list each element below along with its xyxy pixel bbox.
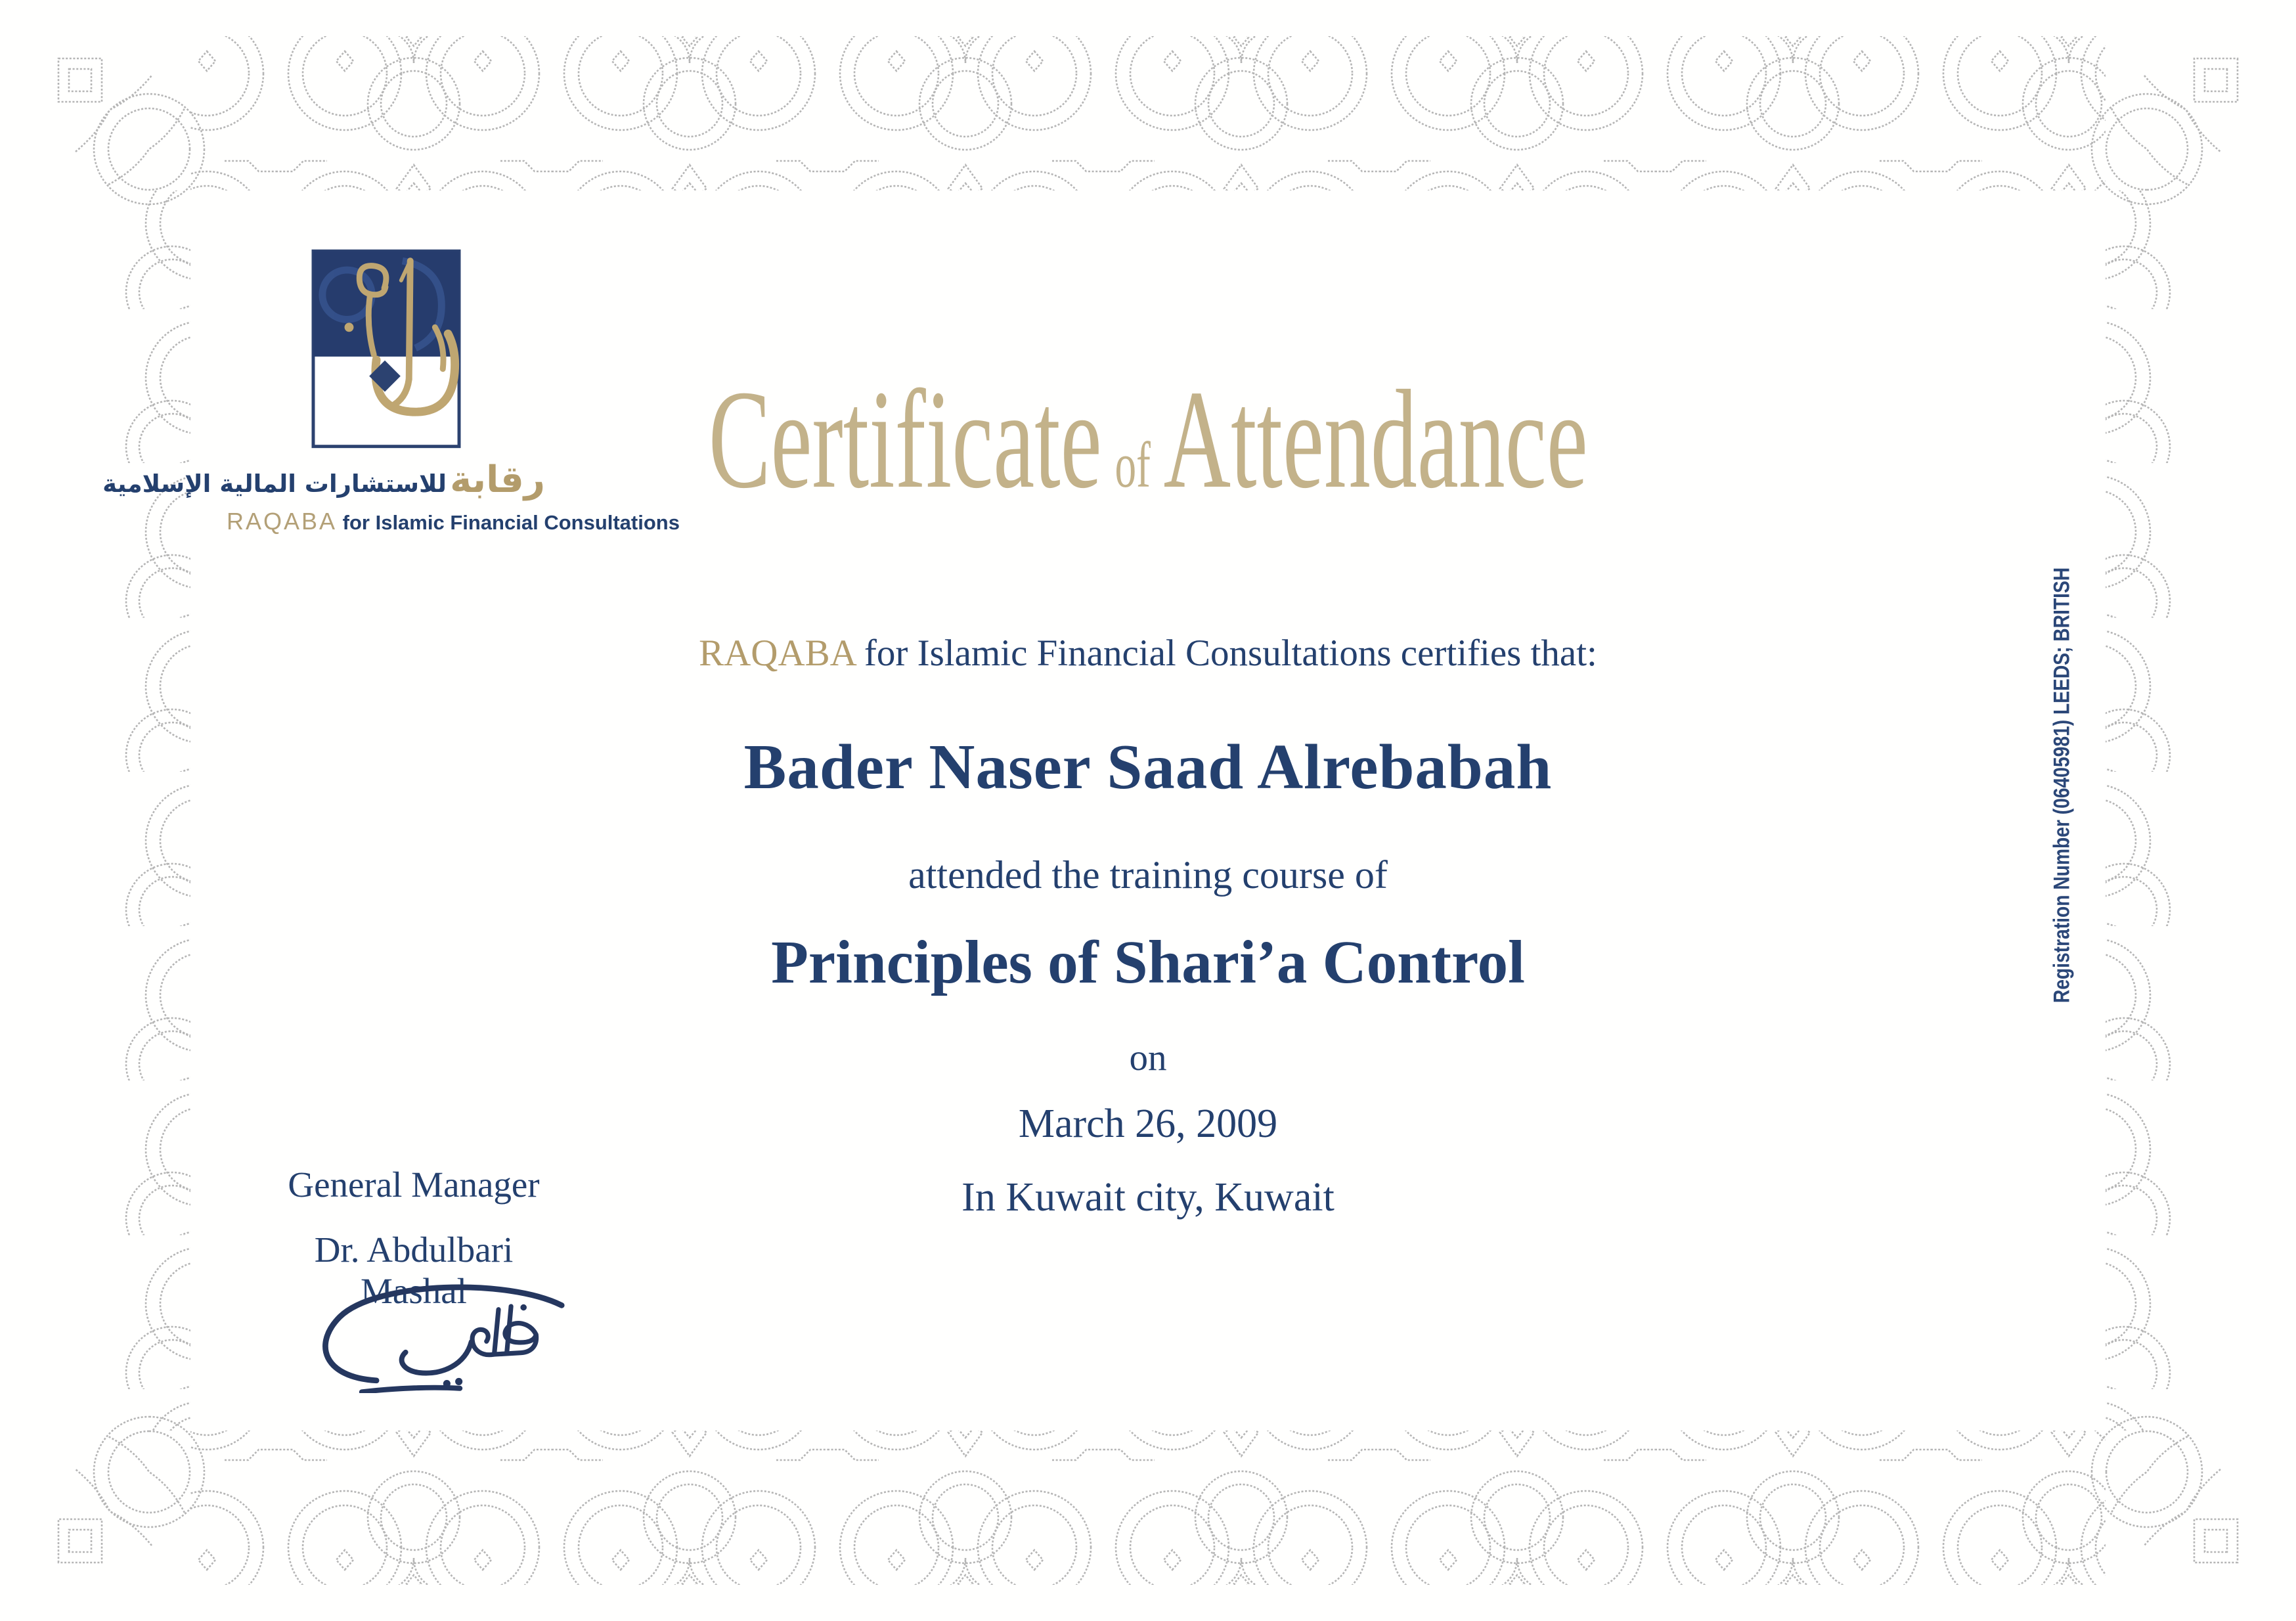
certifies-text: for Islamic Financial Consultations certifies that: xyxy=(854,633,1597,674)
border-band-top xyxy=(190,36,2106,190)
logo-arabic-tagline: للاستشارات المالية الإسلامية xyxy=(102,470,447,498)
registration-number-sidebar: Registration Number (06405981) LEEDS; BRITISH xyxy=(2049,567,2075,1004)
certifies-org-name: RAQABA xyxy=(699,633,855,674)
title-word-attendance: Attendance xyxy=(1163,361,1588,518)
signatory-name: Dr. Abdulbari Mashal xyxy=(314,1230,514,1311)
logo-org-descriptor: for Islamic Financial Consultations xyxy=(337,511,680,534)
title-word-certificate: Certificate xyxy=(708,361,1102,518)
certifies-line xyxy=(197,632,2099,675)
border-band-bottom xyxy=(190,1431,2106,1585)
signatory-title: General Manager xyxy=(288,1165,540,1205)
course-title: Principles of Shari’a Control xyxy=(771,929,1525,996)
logo-org-name: RAQABA xyxy=(227,508,338,535)
certificate-title xyxy=(197,358,2099,521)
border-band-right xyxy=(2106,190,2260,1431)
recipient-name: Bader Naser Saad Alrebabah xyxy=(743,732,1553,802)
course-location: In Kuwait city, Kuwait xyxy=(961,1175,1335,1220)
course-date: March 26, 2009 xyxy=(1018,1101,1278,1146)
title-word-of: of xyxy=(1115,430,1151,501)
on-label: on xyxy=(1129,1037,1167,1078)
logo-navy-panel xyxy=(313,251,458,357)
signature xyxy=(288,1273,580,1393)
attended-line: attended the training course of xyxy=(908,853,1388,897)
border-band-left xyxy=(36,190,190,1431)
logo-arabic-wordmark: رقابة xyxy=(450,458,545,501)
